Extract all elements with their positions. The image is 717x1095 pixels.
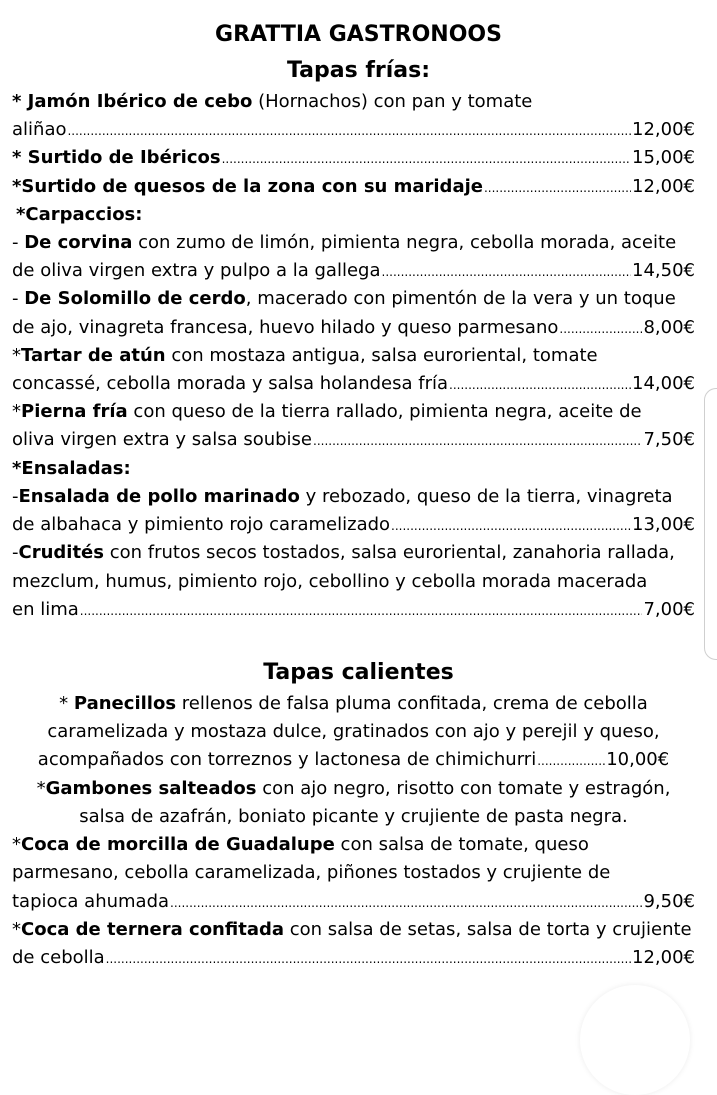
item-description: con zumo de limón, pimienta negra, cebolla morada, aceite bbox=[132, 232, 677, 253]
item-name: *Surtido de quesos de la zona con su maridaje bbox=[12, 176, 483, 197]
item-description: tapioca ahumada bbox=[12, 891, 170, 912]
restaurant-name: GRATTIA GASTRONOOS bbox=[215, 22, 502, 47]
section-title-cold-tapas: Tapas frías: bbox=[286, 58, 431, 83]
item-prefix: * bbox=[59, 693, 74, 714]
menu-item-coca-morcilla-price-line bbox=[12, 890, 695, 914]
item-price: 12,00€ bbox=[632, 176, 695, 197]
menu-item-surtido-quesos bbox=[12, 175, 695, 199]
menu-item-gambones bbox=[12, 777, 695, 801]
leader-dots bbox=[170, 891, 642, 914]
item-description: y rebozado, queso de la tierra, vinagreta bbox=[299, 486, 673, 507]
floating-action-button[interactable] bbox=[580, 985, 690, 1095]
item-description: acompañados con torreznos y lactonesa de chimichurri bbox=[37, 749, 537, 770]
item-price: 15,00€ bbox=[632, 147, 695, 168]
scroll-edge-indicator[interactable] bbox=[704, 388, 717, 660]
item-price: 9,50€ bbox=[643, 891, 695, 912]
item-prefix: - bbox=[12, 232, 25, 253]
leader-dots bbox=[537, 749, 605, 772]
item-prefix: - bbox=[12, 288, 25, 309]
item-name: Tartar de atún bbox=[21, 345, 166, 366]
leader-dots bbox=[67, 119, 631, 142]
item-description: de cebolla bbox=[12, 947, 105, 968]
menu-item-coca-ternera-price-line bbox=[12, 946, 695, 970]
menu-item-corvina-price-line bbox=[12, 259, 695, 283]
item-description: de oliva virgen extra y pulpo a la gallega bbox=[12, 260, 381, 281]
item-prefix: * bbox=[12, 919, 21, 940]
item-prefix: * bbox=[36, 778, 46, 799]
item-prefix: * bbox=[12, 401, 21, 422]
item-name: Coca de ternera confitada bbox=[21, 919, 284, 940]
item-description: de albahaca y pimiento rojo caramelizado bbox=[12, 514, 391, 535]
menu-item-jamon bbox=[12, 90, 695, 114]
subsection-label: *Ensaladas: bbox=[12, 458, 131, 479]
item-description: en lima bbox=[12, 599, 79, 620]
item-description: oliva virgen extra y salsa soubise bbox=[12, 429, 312, 450]
menu-item-crudites bbox=[12, 541, 695, 565]
leader-dots bbox=[484, 176, 631, 199]
menu-item-panecillos-line2 bbox=[12, 720, 695, 744]
item-description: con ajo negro, risotto con tomate y estragón, bbox=[256, 778, 671, 799]
menu-item-ensalada-pollo bbox=[12, 485, 695, 509]
item-prefix: - bbox=[12, 486, 19, 507]
leader-dots bbox=[449, 373, 631, 396]
leader-dots bbox=[559, 317, 642, 340]
leader-dots bbox=[222, 147, 631, 170]
item-name: Gambones salteados bbox=[45, 778, 257, 799]
leader-dots bbox=[80, 599, 643, 622]
menu-item-pierna-price-line bbox=[12, 428, 695, 452]
subsection-label: *Carpaccios: bbox=[16, 204, 143, 225]
item-description: con queso de la tierra rallado, pimienta negra, aceite de bbox=[127, 401, 642, 422]
item-name: De Solomillo de cerdo bbox=[24, 288, 246, 309]
menu-item-solomillo-price-line bbox=[12, 316, 695, 340]
menu-item-crudites-line2 bbox=[12, 570, 695, 594]
item-name: * Jamón Ibérico de cebo bbox=[12, 91, 253, 112]
item-description: de ajo, vinagreta francesa, huevo hilado y queso parmesano bbox=[12, 317, 559, 338]
item-price: 10,00€ bbox=[606, 749, 670, 770]
item-name: Panecillos bbox=[73, 693, 177, 714]
menu-item-tartar bbox=[12, 344, 695, 368]
menu-item-panecillos bbox=[12, 692, 695, 716]
menu-item-surtido-ibericos bbox=[12, 146, 695, 170]
item-description: , macerado con pimentón de la vera y un toque bbox=[245, 288, 676, 309]
menu-item-panecillos-price-line bbox=[12, 748, 695, 772]
item-price: 7,00€ bbox=[643, 599, 695, 620]
item-description: aliñao bbox=[12, 119, 67, 140]
item-name: Ensalada de pollo marinado bbox=[18, 486, 300, 507]
item-description: (Hornachos) con pan y tomate bbox=[252, 91, 533, 112]
item-description: concassé, cebolla morada y salsa holandesa fría bbox=[12, 373, 449, 394]
item-price: 14,00€ bbox=[632, 373, 695, 394]
item-name: Coca de morcilla de Guadalupe bbox=[21, 834, 335, 855]
item-description: parmesano, cebolla caramelizada, piñones tostados y crujiente de bbox=[12, 862, 611, 883]
item-price: 7,50€ bbox=[643, 429, 695, 450]
item-price: 12,00€ bbox=[632, 119, 695, 140]
menu-item-ensalada-pollo-price-line bbox=[12, 513, 695, 537]
menu-item-jamon-price-line bbox=[12, 118, 695, 142]
leader-dots bbox=[106, 947, 631, 970]
item-prefix: * bbox=[12, 834, 21, 855]
item-price: 14,50€ bbox=[632, 260, 695, 281]
menu-item-coca-ternera bbox=[12, 918, 695, 942]
leader-dots bbox=[382, 260, 632, 283]
item-description: rellenos de falsa pluma confitada, crema de cebolla bbox=[176, 693, 648, 714]
item-name: De corvina bbox=[24, 232, 133, 253]
item-description: con salsa de setas, salsa de torta y crujiente bbox=[284, 919, 692, 940]
item-description: caramelizada y mostaza dulce, gratinados con ajo y perejil y queso, bbox=[47, 721, 660, 742]
leader-dots bbox=[313, 429, 642, 452]
item-price: 12,00€ bbox=[632, 947, 695, 968]
subsection-ensaladas bbox=[12, 457, 695, 481]
item-price: 8,00€ bbox=[643, 317, 695, 338]
item-description: con salsa de tomate, queso bbox=[334, 834, 589, 855]
item-description: con mostaza antigua, salsa euroriental, tomate bbox=[165, 345, 598, 366]
menu-item-coca-morcilla-line2 bbox=[12, 861, 695, 885]
item-name: * Surtido de Ibéricos bbox=[12, 147, 221, 168]
menu-item-corvina bbox=[12, 231, 695, 255]
item-prefix: - bbox=[12, 542, 19, 563]
item-price: 13,00€ bbox=[632, 514, 695, 535]
item-name: Pierna fría bbox=[21, 401, 128, 422]
menu-item-solomillo bbox=[12, 287, 695, 311]
item-name: Crudités bbox=[18, 542, 104, 563]
item-description: mezclum, humus, pimiento rojo, cebollino y cebolla morada macerada bbox=[12, 571, 648, 592]
menu-item-tartar-price-line bbox=[12, 372, 695, 396]
item-description: con frutos secos tostados, salsa euroriental, zanahoria rallada, bbox=[103, 542, 675, 563]
subsection-carpaccios bbox=[16, 203, 699, 227]
item-prefix: * bbox=[12, 345, 21, 366]
menu-item-gambones-line2 bbox=[12, 805, 695, 829]
menu-item-crudites-price-line bbox=[12, 598, 695, 622]
menu-item-pierna bbox=[12, 400, 695, 424]
item-description: salsa de azafrán, boniato picante y crujiente de pasta negra. bbox=[79, 806, 628, 827]
leader-dots bbox=[391, 514, 631, 537]
section-title-hot-tapas: Tapas calientes bbox=[263, 660, 454, 685]
menu-item-coca-morcilla bbox=[12, 833, 695, 857]
